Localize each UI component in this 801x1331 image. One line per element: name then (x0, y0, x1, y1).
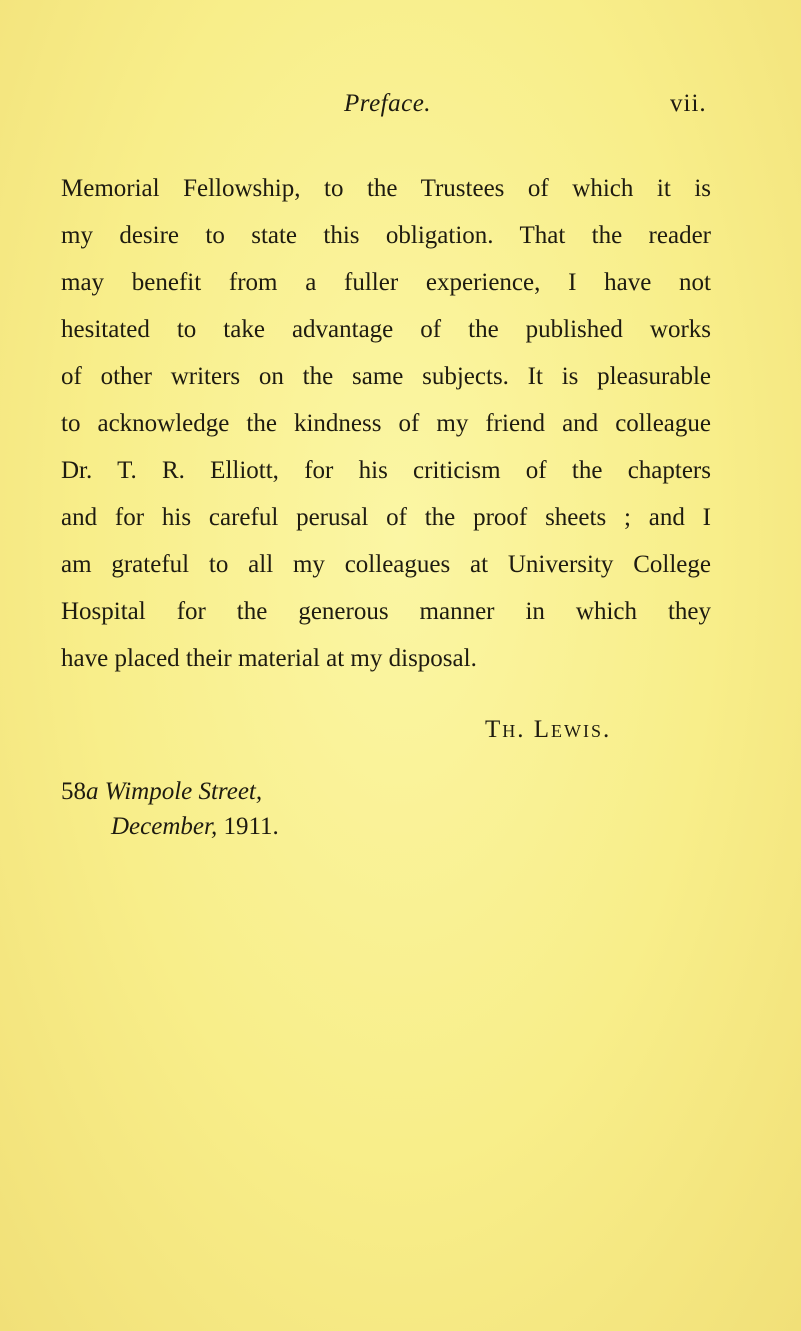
text-line: have placed their material at my disposal. (61, 645, 477, 672)
text-line: to acknowledge the kindness of my friend and colleague (61, 410, 711, 437)
text-line: hesitated to take advantage of the published works (61, 316, 711, 343)
text-line: Memorial Fellowship, to the Trustees of which it is (61, 175, 711, 202)
page-number: vii. (670, 90, 707, 117)
street-number: 58 (61, 778, 86, 805)
text-line: Dr. T. R. Elliott, for his criticism of the chapters (61, 457, 711, 484)
author-signature: Th. Lewis. (485, 716, 612, 743)
address-block (61, 774, 279, 844)
street-address-line (61, 774, 279, 809)
street-name: Wimpole Street, (104, 778, 263, 805)
text-line: may benefit from a fuller experience, I have not (61, 269, 711, 296)
text-line: am grateful to all my colleagues at University College (61, 551, 711, 578)
date-month: December, (111, 813, 218, 840)
preface-paragraph (61, 165, 711, 682)
page-header (0, 90, 801, 130)
text-line: and for his careful perusal of the proof sheets ; and I (61, 504, 711, 531)
date-year: 1911. (223, 813, 279, 840)
text-line: of other writers on the same subjects. It is pleasurable (61, 363, 711, 390)
street-number-suffix: a (86, 778, 99, 805)
text-line: Hospital for the generous manner in which they (61, 598, 711, 625)
date-line (61, 809, 279, 844)
running-head: Preface. (344, 90, 432, 117)
text-line: my desire to state this obligation. That the reader (61, 222, 711, 249)
